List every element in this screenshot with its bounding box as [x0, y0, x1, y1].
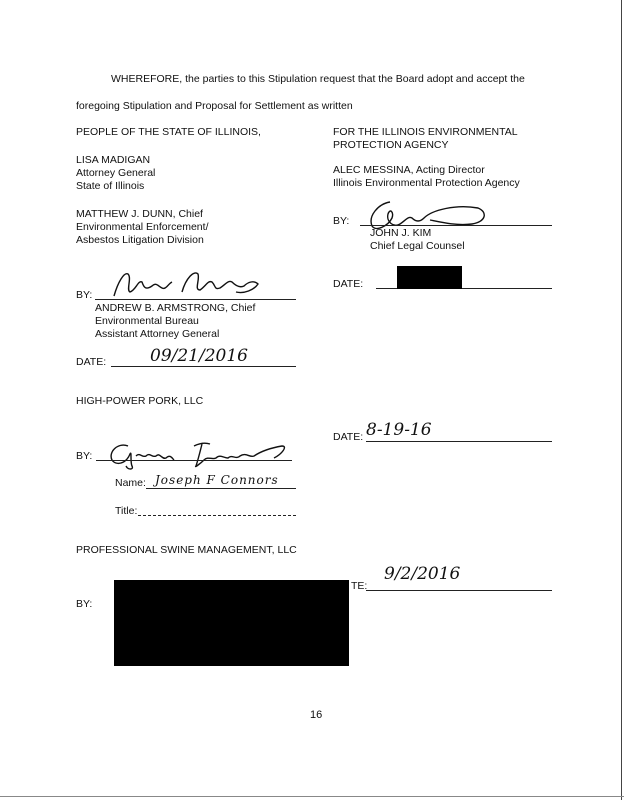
armstrong-title: Assistant Attorney General: [95, 328, 220, 340]
armstrong-bureau: Environmental Bureau: [95, 315, 199, 327]
highpower-name-line: [146, 488, 296, 489]
armstrong-by-label: BY:: [76, 289, 93, 301]
epa-date-redaction: [397, 266, 462, 289]
highpower-name-value: Joseph F Connors: [155, 473, 279, 487]
highpower-title-line: [138, 515, 296, 516]
epa-heading-2: PROTECTION AGENCY: [333, 139, 449, 151]
dunn-title: Environmental Enforcement/: [76, 221, 209, 233]
highpower-date-line: [366, 441, 552, 442]
swine-heading: PROFESSIONAL SWINE MANAGEMENT, LLC: [76, 544, 297, 556]
highpower-by-label: BY:: [76, 450, 93, 462]
scan-edge-right: [621, 0, 622, 800]
highpower-heading: HIGH-POWER PORK, LLC: [76, 395, 204, 407]
highpower-signature-line: [96, 460, 292, 461]
highpower-date-value: 8-19-16: [366, 420, 432, 440]
intro-line-2: foregoing Stipulation and Proposal for Settlement as written: [76, 100, 353, 112]
epa-heading-1: FOR THE ILLINOIS ENVIRONMENTAL: [333, 126, 518, 138]
kim-name: JOHN J. KIM: [370, 227, 432, 239]
messina-name: ALEC MESSINA, Acting Director: [333, 164, 485, 176]
connors-signature: [104, 436, 300, 472]
left-date-line: [111, 366, 296, 367]
scan-edge-bottom: [0, 796, 624, 797]
dunn-name: MATTHEW J. DUNN, Chief: [76, 208, 203, 220]
swine-by-label: BY:: [76, 598, 93, 610]
highpower-name-label: Name:: [115, 477, 146, 489]
armstrong-signature-line: [95, 299, 296, 300]
swine-signature-redaction: [114, 580, 349, 666]
left-date-value: 09/21/2016: [150, 346, 248, 366]
intro-line-1: WHEREFORE, the parties to this Stipulation request that the Board adopt and accept the: [111, 73, 525, 85]
epa-date-label: DATE:: [333, 278, 364, 290]
swine-date-label: TE:: [351, 580, 368, 592]
madigan-name: LISA MADIGAN: [76, 154, 151, 166]
swine-date-line: [366, 590, 552, 591]
messina-agency: Illinois Environmental Protection Agency: [333, 177, 520, 189]
people-heading: PEOPLE OF THE STATE OF ILLINOIS,: [76, 126, 261, 138]
kim-title: Chief Legal Counsel: [370, 240, 465, 252]
armstrong-signature: [108, 268, 288, 302]
left-date-label: DATE:: [76, 356, 107, 368]
dunn-division: Asbestos Litigation Division: [76, 234, 204, 246]
madigan-title: Attorney General: [76, 167, 156, 179]
armstrong-name: ANDREW B. ARMSTRONG, Chief: [95, 302, 256, 314]
swine-date-value: 9/2/2016: [384, 564, 461, 584]
epa-by-label: BY:: [333, 215, 350, 227]
madigan-state: State of Illinois: [76, 180, 145, 192]
highpower-date-label: DATE:: [333, 431, 364, 443]
highpower-title-label: Title:: [115, 505, 138, 517]
kim-signature-line: [360, 225, 552, 226]
page-number: 16: [310, 709, 323, 721]
